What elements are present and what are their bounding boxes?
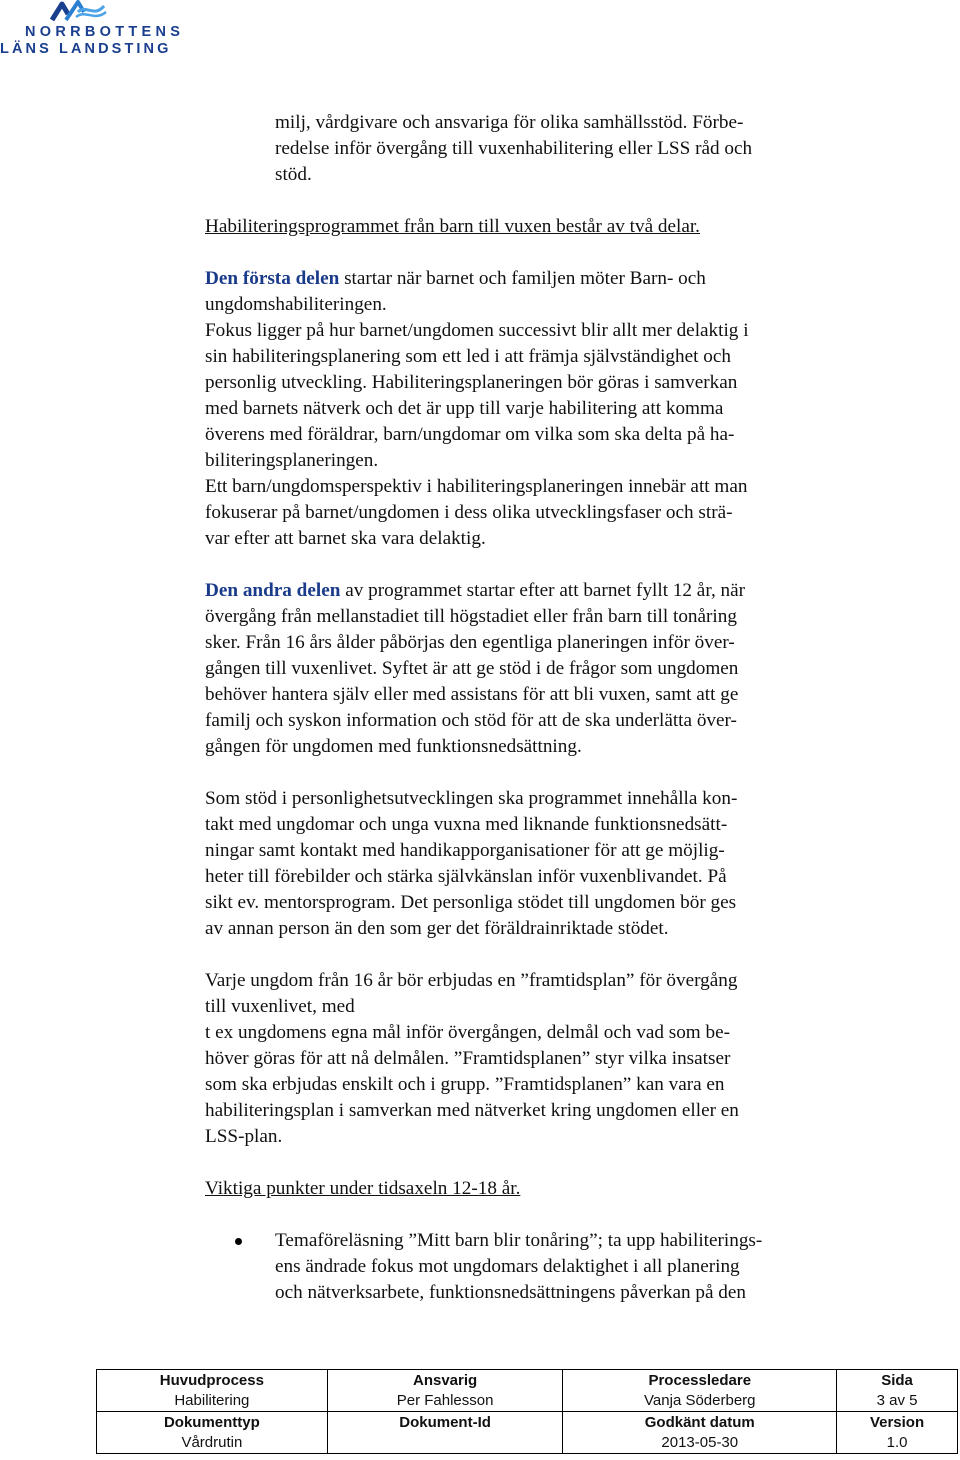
text-line: sikt ev. mentorsprogram. Det personliga stödet till ungdomen bör ges <box>205 892 737 913</box>
second-part-intro: av programmet startar efter att barnet fyllt 12 år, när <box>340 580 746 601</box>
logo-text-line2: LÄNS LANDSTING <box>0 41 172 57</box>
text-line <box>205 266 865 292</box>
logo-wave-icon <box>48 0 108 22</box>
footer-cell-ansvarig <box>327 1370 563 1412</box>
text-line: ungdomshabiliteringen. <box>205 294 387 315</box>
footer-value: Habilitering <box>174 1391 250 1409</box>
footer-value <box>328 1433 563 1453</box>
footer-cell-dokumenttyp <box>97 1412 328 1454</box>
text-line: habiliteringsplan i samverkan med nätverket kring ungdomen eller en <box>205 1100 739 1121</box>
text-line: personlig utveckling. Habiliteringsplaneringen bör göras i samverkan <box>205 372 738 393</box>
paragraph-continuation <box>205 110 865 188</box>
text-line: behöver hantera själv eller med assistans för att bli vuxen, samt att ge <box>205 684 739 705</box>
text-line: redelse inför övergång till vuxenhabilitering eller LSS råd och <box>275 138 753 159</box>
footer-cell-huvudprocess <box>97 1370 328 1412</box>
paragraph-future-plan <box>205 968 865 1150</box>
table-row <box>97 1370 958 1412</box>
footer-cell-processledare <box>563 1370 837 1412</box>
text-line <box>205 578 865 604</box>
paragraph-first-part <box>205 266 865 552</box>
list-item <box>205 1228 865 1306</box>
text-line: stöd. <box>275 164 312 185</box>
text-line: Fokus ligger på hur barnet/ungdomen successivt blir allt mer delaktig i <box>205 320 749 341</box>
footer-label: Huvudprocess <box>159 1371 264 1389</box>
text-line: ens ändrade fokus mot ungdomars delaktighet i all planering <box>275 1256 740 1277</box>
text-line: sker. Från 16 års ålder påbörjas den egentliga planeringen inför över- <box>205 632 735 653</box>
text-line: sin habiliteringsplanering som ett led i att främja självständighet och <box>205 346 731 367</box>
text-line: gången till vuxenlivet. Syftet är att ge stöd i de frågor som ungdomen <box>205 658 739 679</box>
text-line: överens med föräldrar, barn/ungdomar om vilka som ska delta på ha- <box>205 424 735 445</box>
footer-label: Dokument-Id <box>399 1413 491 1431</box>
section-heading-program: Habiliteringsprogrammet från barn till vuxen består av två delar. <box>205 216 700 237</box>
paragraph-support <box>205 786 865 942</box>
footer-cell-version <box>837 1412 958 1454</box>
footer-cell-sida <box>837 1370 958 1412</box>
footer-value: Vårdrutin <box>181 1433 243 1451</box>
section-heading-timeline: Viktiga punkter under tidsaxeln 12-18 år. <box>205 1178 521 1199</box>
footer-value: 1.0 <box>886 1433 908 1451</box>
text-line: Ett barn/ungdomsperspektiv i habiliteringsplaneringen innebär att man <box>205 476 748 497</box>
footer-cell-godkant-datum <box>563 1412 837 1454</box>
first-part-intro: startar när barnet och familjen möter Barn- och <box>339 268 706 289</box>
text-line: var efter att barnet ska vara delaktig. <box>205 528 486 549</box>
text-line: gången för ungdomen med funktionsnedsättning. <box>205 736 582 757</box>
text-line: biliteringsplaneringen. <box>205 450 379 471</box>
text-line: Som stöd i personlighetsutvecklingen ska programmet innehålla kon- <box>205 788 738 809</box>
paragraph-second-part <box>205 578 865 760</box>
text-line: LSS-plan. <box>205 1126 283 1147</box>
text-line: till vuxenlivet, med <box>205 996 355 1017</box>
footer-value: 2013-05-30 <box>661 1433 739 1451</box>
first-part-heading: Den första delen <box>205 268 340 289</box>
document-body <box>205 110 865 1306</box>
text-line: höver göras för att nå delmålen. ”Framtidsplanen” styr vilka insatser <box>205 1048 731 1069</box>
footer-value: Vanja Söderberg <box>644 1391 756 1409</box>
footer-cell-dokument-id <box>327 1412 563 1454</box>
table-row <box>97 1412 958 1454</box>
text-line: med barnets nätverk och det är upp till varje habilitering att komma <box>205 398 724 419</box>
bullet-list <box>205 1228 865 1306</box>
bullet-icon <box>235 1238 242 1245</box>
footer-label: Sida <box>881 1371 913 1389</box>
footer-label: Godkänt datum <box>644 1413 755 1431</box>
text-line: milj, vårdgivare och ansvariga för olika samhällsstöd. Förbe- <box>275 112 744 133</box>
footer-label: Ansvarig <box>412 1371 478 1389</box>
text-line: övergång från mellanstadiet till högstadiet eller från barn till tonåring <box>205 606 737 627</box>
text-line: heter till förebilder och stärka självkänslan inför vuxenblivandet. På <box>205 866 727 887</box>
text-line: som ska erbjudas enskilt och i grupp. ”Framtidsplanen” kan vara en <box>205 1074 725 1095</box>
text-line: Varje ungdom från 16 år bör erbjudas en ”framtidsplan” för övergång <box>205 970 738 991</box>
second-part-heading: Den andra delen <box>205 580 341 601</box>
text-line: fokuserar på barnet/ungdomen i dess olika utvecklingsfaser och strä- <box>205 502 733 523</box>
text-line: och nätverksarbete, funktionsnedsättningens påverkan på den <box>275 1282 747 1303</box>
footer-label: Dokumenttyp <box>163 1413 260 1431</box>
text-line: av annan person än den som ger det föräldrainriktade stödet. <box>205 918 669 939</box>
text-line: Temaföreläsning ”Mitt barn blir tonåring”; ta upp habiliterings- <box>275 1230 763 1251</box>
text-line: familj och syskon information och stöd för att de ska underlätta över- <box>205 710 737 731</box>
footer-label: Version <box>869 1413 925 1431</box>
text-line: ningar samt kontakt med handikapporganisationer för att ge möjlig- <box>205 840 725 861</box>
footer-label: Processledare <box>648 1371 752 1389</box>
organization-logo <box>0 0 185 62</box>
footer-value: Per Fahlesson <box>396 1391 494 1409</box>
text-line: takt med ungdomar och unga vuxna med liknande funktionsnedsätt- <box>205 814 728 835</box>
footer-value: 3 av 5 <box>876 1391 918 1409</box>
text-line: t ex ungdomens egna mål inför övergången, delmål och vad som be- <box>205 1022 731 1043</box>
document-footer-table <box>96 1369 958 1454</box>
logo-text-line1: NORRBOTTENS <box>25 24 185 40</box>
